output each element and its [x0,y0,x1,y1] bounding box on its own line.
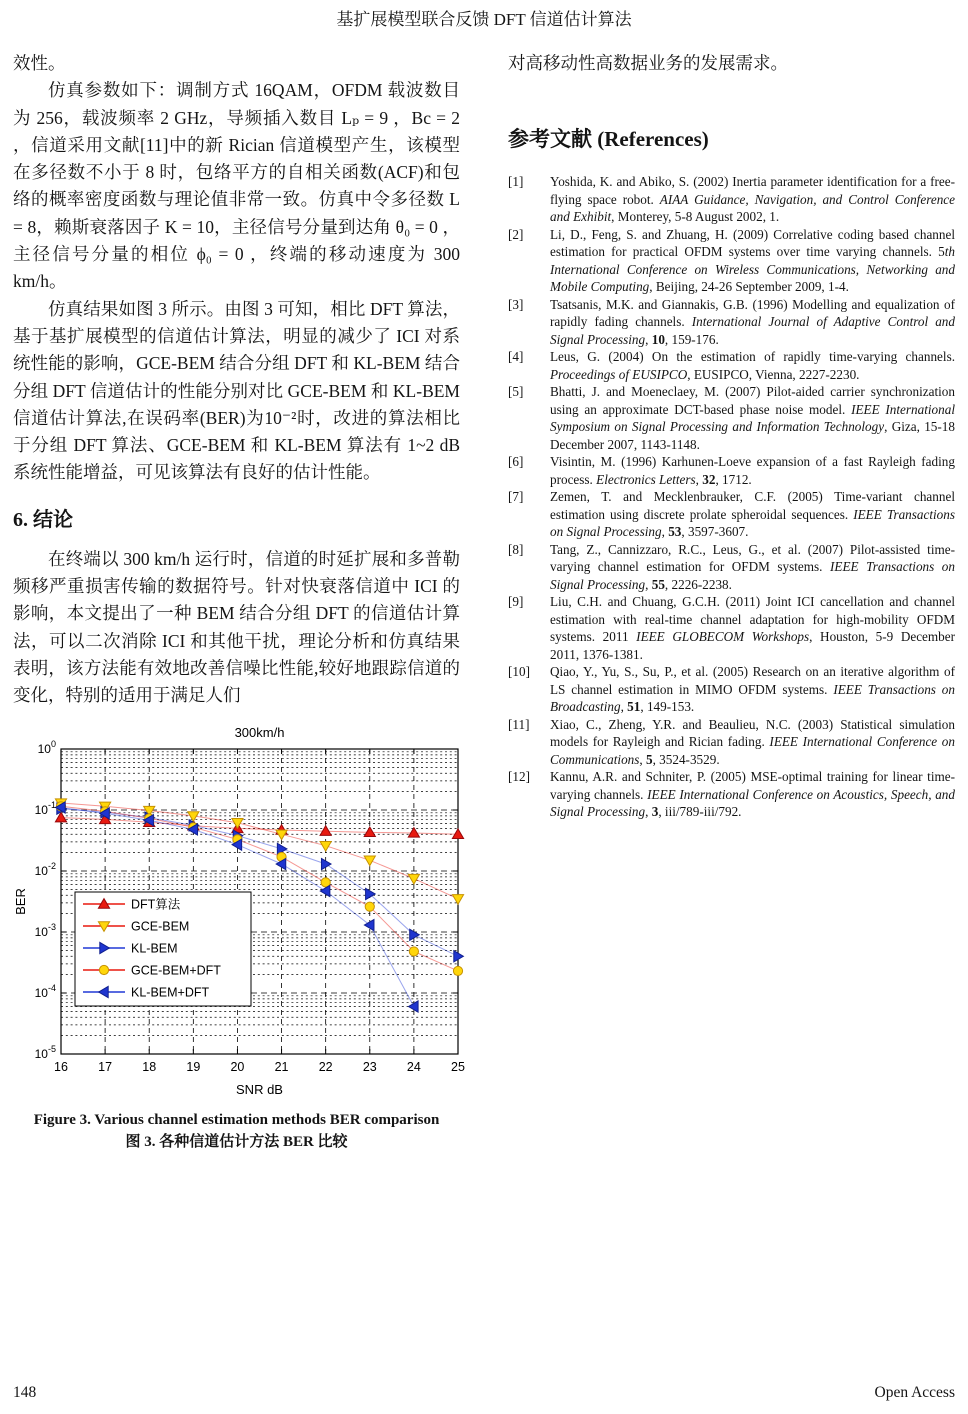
svg-text:10-1: $10^{-1}$ [34,799,56,817]
page-number: 148 [13,1384,37,1401]
reference-number: [2] [508,226,524,242]
reference-number: [3] [508,296,524,312]
reference-number: [10] [508,664,530,680]
svg-text:DFT算法: DFT算法 [131,897,181,912]
paragraph-continuation-right: 对高移动性高数据业务的发展需求。 [508,53,788,73]
reference-text: Xiao, C., Zheng, Y.R. and Beaulieu, N.C. (2003) Statistical simulation models for Rayleigh and Rician fading. IEEE International Conference on Communications, 5, 3524-3529. [550,716,955,767]
reference-number: [6] [508,454,524,470]
reference-text: Bhatti, J. and Moeneclaey, M. (2007) Pilot-aided carrier synchronization using an approximate DCT-based phase noise model. IEEE International Symposium on Signal Processing and Information Technology, Giza, 15-18 December 2007, 1143-1148. [550,384,956,452]
reference-text: Qiao, Y., Yu, S., Su, P., et al. (2005) Research on an iterative algorithm of LS channel estimation in MIMO OFDM systems. IEEE Transactions on Broadcasting, 51, 149-153. [550,664,955,715]
reference-item [508,173,955,226]
reference-text: Tsatsanis, M.K. and Giannakis, G.B. (1996) Modelling and equalization of rapidly fading channels. International Journal of Adaptive Control and Signal Processing, 10, 159-176. [550,296,955,347]
svg-text:21: 21 [274,1059,289,1074]
references-heading: 参考文献 (References) [508,127,709,152]
svg-text:10-5: $10^{-5}$ [34,1043,56,1061]
svg-text:23: 23 [362,1059,377,1074]
running-head-title: 基扩展模型联合反馈 DFT 信道估计算法 [336,10,632,29]
section-heading-conclusion: 6. 结论 [13,508,73,531]
reference-item [508,593,955,663]
svg-text:100: $10^0$ [37,738,56,756]
reference-item [508,383,955,453]
svg-text:KL-BEM: KL-BEM [131,941,178,956]
svg-text:24: 24 [406,1059,421,1074]
reference-number: [8] [508,541,524,557]
reference-number: [7] [508,489,524,505]
reference-item [508,488,955,541]
svg-text:GCE-BEM: GCE-BEM [131,919,190,934]
svg-text:25: 25 [451,1059,465,1074]
figure-caption [13,1110,460,1154]
right-column [508,50,955,821]
open-access-label: Open Access [874,1384,955,1401]
reference-item [508,541,955,594]
svg-text:10-3: $10^{-3}$ [34,921,56,939]
svg-text:SNR dB: SNR dB [236,1081,283,1096]
references-list [508,173,955,821]
svg-text:10-4: $10^{-4}$ [34,982,56,1000]
svg-text:22: 22 [318,1059,333,1074]
reference-text: Zemen, T. and Mecklenbrauker, C.F. (2005) Time-variant channel estimation using discrete prolate spheroidal sequences. IEEE Transactions on Signal Processing, 53, 3597-3607. [550,489,955,540]
reference-text: Li, D., Feng, S. and Zhuang, H. (2009) Correlative coding based channel estimation for practical OFDM systems over time varying channels. 5th International Conference on Wireless Communications, Networking and Mobile Computing, Beijing, 24-26 September 2009, 1-4. [550,226,955,295]
reference-number: [4] [508,349,524,365]
ber-chart-svg [13,724,468,1096]
ber-comparison-chart [13,724,468,1096]
svg-text:16: 16 [54,1059,68,1074]
svg-text:GCE-BEM+DFT: GCE-BEM+DFT [131,963,221,978]
reference-item [508,663,955,716]
paragraph-simulation-params: 仿真参数如下：调制方式 16QAM，OFDM 载波数目为 256，载波频率 2 GHz，导频插入数目 Lₚ = 9 ，Bc = 2 ，信道采用文献[11]中的新 Rician 信道模型产生，该模型在多径数不小于 8 时，包络平方的自相关函数(ACF)和包络的概率密度函数与理论值非常一致。仿真中令多径数 L = 8，赖斯衰落因子 K = 10，主径信号分量到达角 θ₀ = 0 ，主径信号分量的相位 ϕ₀ = 0 ，终端的移动速度为 300 km/h。 [13,80,460,292]
reference-text: Kannu, A.R. and Schniter, P. (2005) MSE-optimal training for linear time-varying channels. IEEE International Conference on Acoustics, Speech, and Signal Processing, 3, iii/789-iii/792. [550,769,955,820]
paragraph-simulation-results: 仿真结果如图 3 所示。由图 3 可知，相比 DFT 算法，基于基扩展模型的信道估计算法，明显的减少了 ICI 对系统性能的影响，GCE-BEM 结合分组 DFT 和 KL-BEM 结合分组 DFT 信道估计的性能分别对比 GCE-BEM 和 KL-BEM 信道估计算法,在误码率(BER)为10⁻²时，改进的算法相比于分组 DFT 算法、GCE-BEM 和 KL-BEM 算法有 1~2 dB 系统性能增益，可见该算法有良好的估计性能。 [13,298,460,483]
left-column [13,50,465,1154]
reference-number: [1] [508,174,524,190]
reference-item [508,716,955,769]
svg-text:20: 20 [230,1059,245,1074]
reference-item [508,768,955,821]
reference-item [508,348,955,383]
reference-item [508,296,955,349]
figure-caption-english: Figure 3. Various channel estimation methods BER comparison [33,1111,440,1128]
svg-text:300km/h: 300km/h [234,724,285,740]
reference-item [508,453,955,488]
reference-number: [11] [508,716,530,732]
svg-text:10-2: $10^{-2}$ [34,860,56,878]
reference-text: Leus, G. (2004) On the estimation of rapidly time-varying channels. Proceedings of EUSIPCO, EUSIPCO, Vienna, 2227-2230. [550,349,955,382]
reference-number: [9] [508,594,524,610]
figure-caption-chinese: 图 3. 各种信道估计方法 BER 比较 [125,1133,348,1150]
reference-number: [5] [508,384,524,400]
paragraph-conclusion: 在终端以 300 km/h 运行时，信道的时延扩展和多普勒频移严重损害传输的数据符号。针对快衰落信道中 ICI 的影响，本文提出了一种 BEM 结合分组 DFT 的信道估计算法，可以二次消除 ICI 和其他干扰，理论分析和仿真结果表明，该方法能有效地改善信噪比性能,较好地跟踪信道的变化，特别的适用于满足人们 [13,548,460,706]
figure-3 [13,724,465,1154]
paragraph-continuation: 效性。 [13,53,66,73]
svg-text:BER: BER [13,887,28,915]
svg-text:KL-BEM+DFT: KL-BEM+DFT [131,985,210,1000]
reference-text: Visintin, M. (1996) Karhunen-Loeve expansion of a fast Rayleigh fading process. Electronics Letters, 32, 1712. [550,454,955,487]
svg-text:17: 17 [98,1059,113,1074]
svg-text:18: 18 [142,1059,157,1074]
reference-text: Tang, Z., Cannizzaro, R.C., Leus, G., et al. (2007) Pilot-assisted time-varying channel estimation for OFDM systems. IEEE Transactions on Signal Processing, 55, 2226-2238. [550,541,955,592]
reference-text: Liu, C.H. and Chuang, G.C.H. (2011) Joint ICI cancellation and channel estimation with real-time channel adaptation for high-mobility OFDM systems. 2011 IEEE GLOBECOM Workshops, Houston, 5-9 December 2011, 1376-1381. [550,594,956,662]
svg-text:19: 19 [186,1059,201,1074]
reference-text: Yoshida, K. and Abiko, S. (2002) Inertia parameter identification for a free-flying space robot. AIAA Guidance, Navigation, and Control Conference and Exhibit, Monterey, 5-8 August 2002, 1. [550,174,955,225]
reference-item [508,226,955,296]
reference-number: [12] [508,769,530,785]
